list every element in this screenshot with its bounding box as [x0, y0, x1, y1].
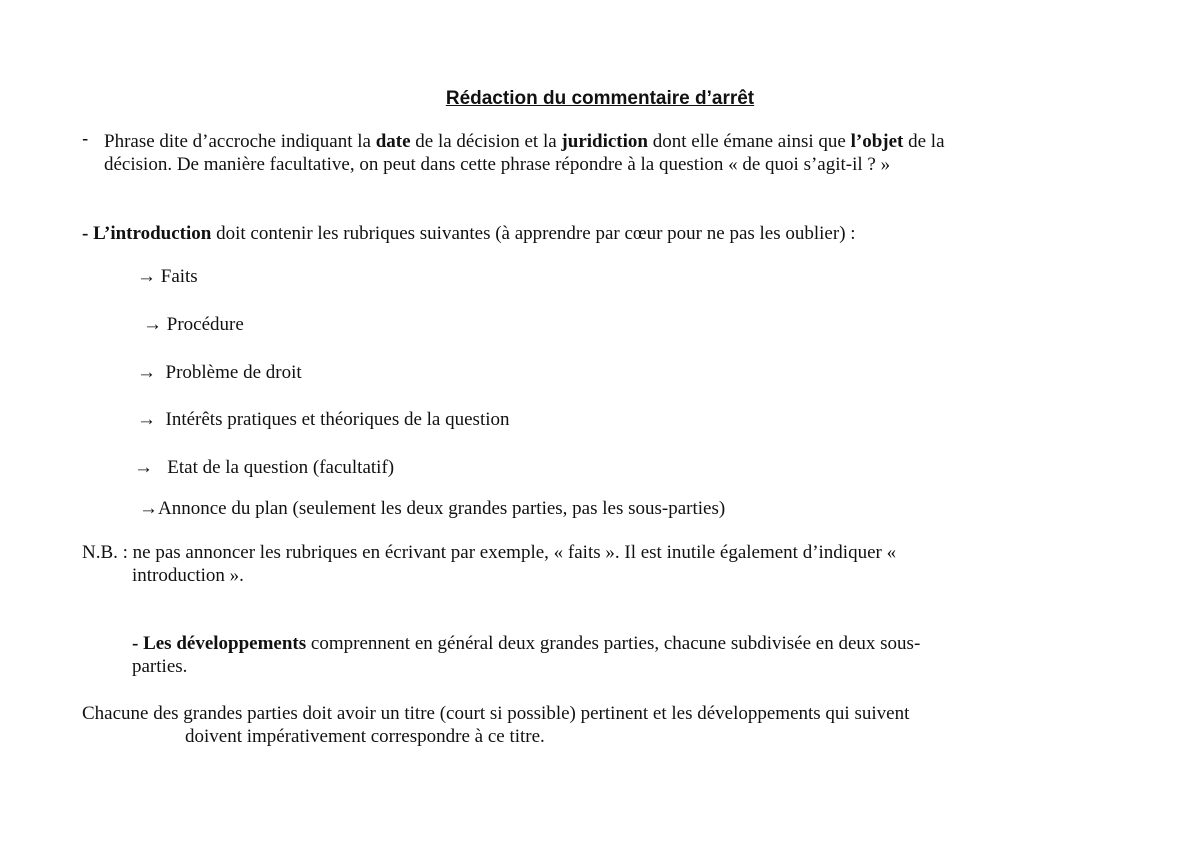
list-item-interets: → Intérêts pratiques et théoriques de la question	[137, 409, 510, 430]
bullet-dash: -	[82, 129, 89, 150]
arrow-icon: →	[137, 409, 156, 430]
list-item-faits: → Faits	[137, 266, 198, 287]
arrow-icon: →	[137, 266, 156, 287]
paragraph-titres-line2: doivent impérativement correspondre à ce titre.	[185, 726, 545, 747]
list-item-procedure: → Procédure	[143, 314, 244, 335]
paragraph-developpements	[132, 632, 1082, 678]
arrow-icon: →	[139, 498, 158, 519]
list-item-annonce: →Annonce du plan (seulement les deux grandes parties, pas les sous-parties)	[139, 498, 726, 519]
note-nb-line1: N.B. : ne pas annoncer les rubriques en écrivant par exemple, « faits ». Il est inutile également d’indiquer «	[82, 542, 897, 563]
document-title: Rédaction du commentaire d’arrêt	[445, 88, 755, 109]
bold-introduction: - L’introduction	[82, 223, 212, 244]
list-item-probleme: → Problème de droit	[137, 362, 302, 383]
paragraph-accroche	[104, 130, 1104, 176]
arrow-icon: →	[134, 457, 153, 478]
bold-objet: l’objet	[850, 131, 904, 152]
note-nb-line2: introduction ».	[132, 565, 244, 586]
arrow-icon: →	[137, 362, 156, 383]
paragraph-accroche-line2: décision. De manière facultative, on peut dans cette phrase répondre à la question « de quoi s’agit-il ? »	[104, 154, 891, 175]
bold-juridiction: juridiction	[561, 131, 648, 152]
bold-date: date	[375, 131, 411, 152]
note-nb	[82, 541, 1082, 587]
paragraph-developpements-line1: - Les développements comprennent en général deux grandes parties, chacune subdivisée en deux sous-	[132, 633, 921, 654]
arrow-icon: →	[143, 314, 162, 335]
paragraph-titres-line1: Chacune des grandes parties doit avoir un titre (court si possible) pertinent et les développements qui suivent	[82, 703, 910, 724]
paragraph-accroche-line1: Phrase dite d’accroche indiquant la date de la décision et la juridiction dont elle émane ainsi que l’objet de la	[104, 131, 945, 152]
paragraph-introduction: - L’introduction doit contenir les rubriques suivantes (à apprendre par cœur pour ne pas les oublier) :	[82, 223, 856, 244]
paragraph-developpements-line2: parties.	[132, 656, 188, 677]
list-item-etat: → Etat de la question (facultatif)	[134, 457, 395, 478]
bold-developpements: - Les développements	[132, 633, 307, 654]
paragraph-titres	[82, 702, 1142, 748]
